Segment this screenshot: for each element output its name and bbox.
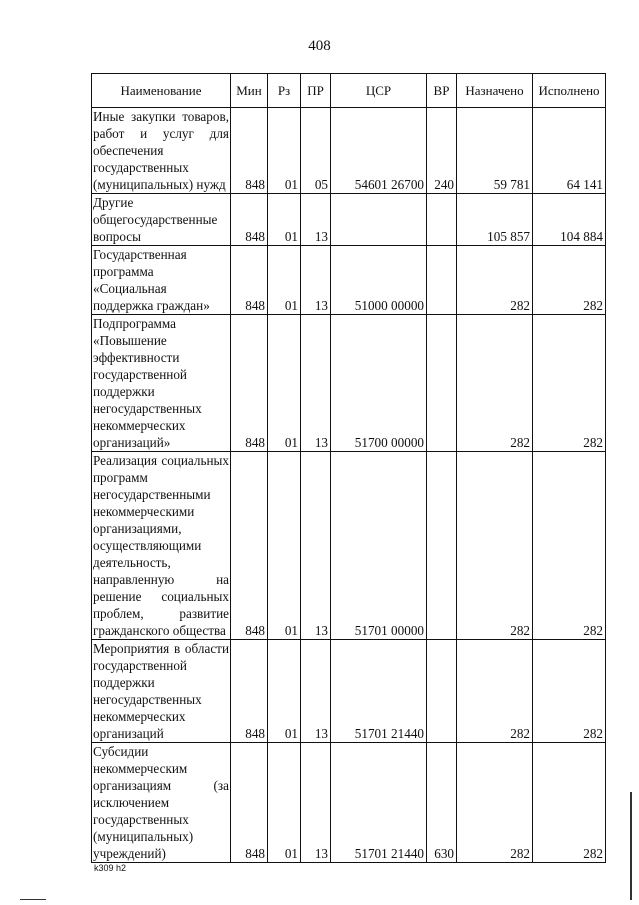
row-vr	[427, 194, 457, 246]
row-planned: 105 857	[457, 194, 533, 246]
footer-code: k309 h2	[94, 863, 127, 873]
row-name: Субсидии некоммерческим организациям (за исключением государственных (муниципальных) учреждений)	[93, 744, 229, 861]
row-name: Реализация социальных программ негосударственными некоммерческими организациями, осуществляющими деятельность, направленную на решение социальных проблем, развитие гражданского общества	[93, 453, 229, 638]
bottom-rule	[20, 899, 46, 900]
row-planned: 282	[457, 743, 533, 863]
row-csr: 51701 21440	[331, 640, 427, 743]
table-row	[92, 452, 606, 640]
table-row	[92, 743, 606, 863]
row-vr	[427, 452, 457, 640]
row-pr: 13	[301, 194, 331, 246]
header-csr: ЦСР	[331, 74, 427, 108]
row-csr: 51000 00000	[331, 246, 427, 315]
row-min: 848	[231, 315, 268, 452]
row-executed: 282	[533, 640, 606, 743]
row-planned: 282	[457, 452, 533, 640]
row-min: 848	[231, 246, 268, 315]
row-rz: 01	[268, 108, 301, 194]
row-min: 848	[231, 640, 268, 743]
row-name: Государственная программа «Социальная поддержка граждан»	[92, 246, 231, 315]
page-number: 408	[308, 38, 331, 54]
table-row	[92, 315, 606, 452]
header-planned: Назначено	[457, 74, 533, 108]
header-name: Наименование	[92, 74, 231, 108]
row-rz: 01	[268, 743, 301, 863]
table-row	[92, 246, 606, 315]
row-planned: 282	[457, 640, 533, 743]
row-executed: 282	[533, 452, 606, 640]
row-pr: 13	[301, 246, 331, 315]
row-pr: 13	[301, 743, 331, 863]
header-executed: Исполнено	[533, 74, 606, 108]
row-rz: 01	[268, 315, 301, 452]
row-planned: 59 781	[457, 108, 533, 194]
table-row	[92, 640, 606, 743]
row-name: Другие общегосударственные вопросы	[92, 194, 231, 246]
table-row	[92, 194, 606, 246]
header-pr: ПР	[301, 74, 331, 108]
header-rz: Рз	[268, 74, 301, 108]
row-vr: 630	[427, 743, 457, 863]
row-executed: 282	[533, 315, 606, 452]
row-csr: 54601 26700	[331, 108, 427, 194]
row-min: 848	[231, 743, 268, 863]
row-csr: 51701 00000	[331, 452, 427, 640]
row-rz: 01	[268, 452, 301, 640]
table-row	[92, 108, 606, 194]
row-vr	[427, 640, 457, 743]
row-pr: 13	[301, 640, 331, 743]
row-csr	[331, 194, 427, 246]
row-csr: 51701 21440	[331, 743, 427, 863]
row-name: Иные закупки товаров, работ и услуг для обеспечения государственных (муниципальных) нужд	[93, 109, 229, 192]
row-vr: 240	[427, 108, 457, 194]
row-vr	[427, 315, 457, 452]
row-min: 848	[231, 108, 268, 194]
row-csr: 51700 00000	[331, 315, 427, 452]
scan-edge-line	[630, 792, 632, 900]
row-pr: 13	[301, 452, 331, 640]
row-name: Мероприятия в области государственной поддержки негосударственных некоммерческих организаций	[93, 641, 229, 741]
row-min: 848	[231, 194, 268, 246]
row-vr	[427, 246, 457, 315]
row-executed: 282	[533, 743, 606, 863]
row-rz: 01	[268, 246, 301, 315]
row-pr: 05	[301, 108, 331, 194]
table-header-row	[92, 74, 606, 108]
row-planned: 282	[457, 315, 533, 452]
row-executed: 282	[533, 246, 606, 315]
budget-table	[91, 73, 606, 863]
row-min: 848	[231, 452, 268, 640]
row-planned: 282	[457, 246, 533, 315]
row-name: Подпрограмма «Повышение эффективности государственной поддержки негосударственных некоммерческих организаций»	[92, 315, 231, 452]
header-vr: ВР	[427, 74, 457, 108]
row-executed: 64 141	[533, 108, 606, 194]
row-rz: 01	[268, 640, 301, 743]
row-rz: 01	[268, 194, 301, 246]
row-pr: 13	[301, 315, 331, 452]
row-executed: 104 884	[533, 194, 606, 246]
header-min: Мин	[231, 74, 268, 108]
